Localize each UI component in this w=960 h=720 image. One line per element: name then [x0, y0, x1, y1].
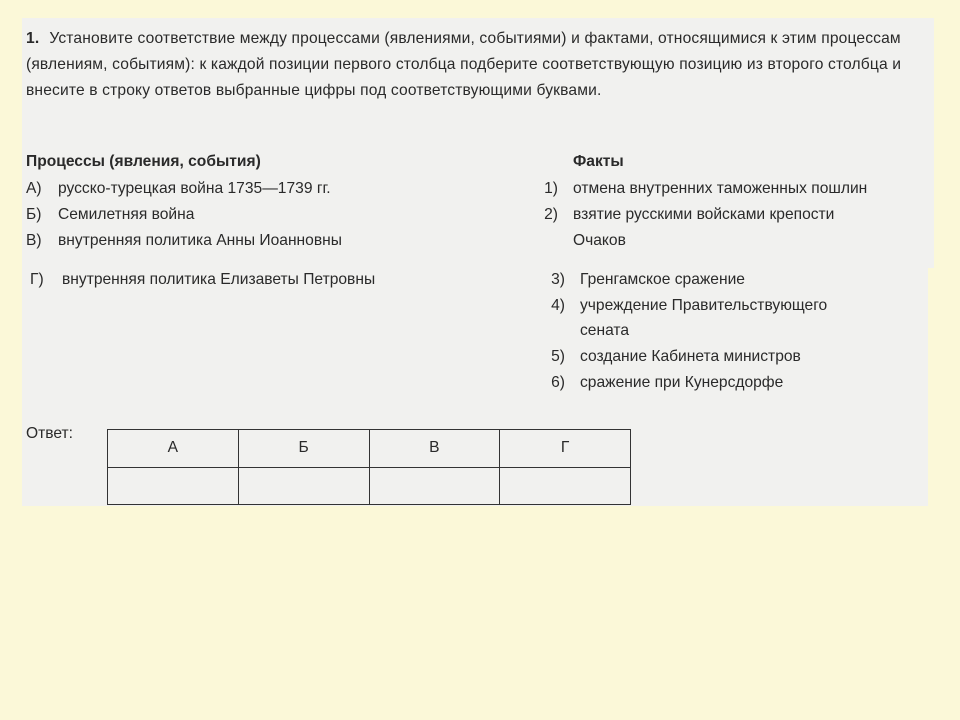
fact-text: Очаков	[573, 232, 626, 249]
processes-heading: Процессы (явления, события)	[26, 153, 261, 170]
process-marker: А)	[26, 180, 42, 197]
question-number: 1.	[26, 30, 40, 47]
fact-text: учреждение Правительствующего	[580, 297, 828, 314]
answer-input-row	[108, 467, 631, 505]
answer-header-cell: В	[369, 430, 500, 468]
answer-cell-g[interactable]	[500, 467, 631, 505]
answer-label: Ответ:	[26, 425, 74, 442]
fact-marker: 1)	[544, 180, 558, 197]
fact-text: сражение при Кунерсдорфе	[580, 374, 784, 391]
answer-header-cell: Г	[500, 430, 631, 468]
fact-text: сената	[580, 322, 630, 339]
fact-text: Гренгамское сражение	[580, 271, 745, 288]
question-body: Установите соответствие между процессами (явлениями, событиями) и фактами, относящимися к этим процессам (явлениям, событиям): к каждой позиции первого столбца подберите соответствующую позицию из второго столбца и внесите в строку ответов выбранные цифры под соответствующими буквами.	[26, 30, 902, 99]
process-marker: Г)	[30, 271, 44, 288]
fact-text: отмена внутренних таможенных пошлин	[573, 180, 868, 197]
question-text	[26, 26, 931, 104]
process-item	[26, 180, 331, 198]
facts-heading: Факты	[573, 153, 624, 170]
process-text: Семилетняя война	[58, 206, 195, 223]
answer-cell-v[interactable]	[369, 467, 500, 505]
process-text: внутренняя политика Анны Иоанновны	[58, 232, 342, 249]
answer-cell-b[interactable]	[238, 467, 369, 505]
answer-header-row	[108, 430, 631, 468]
fact-marker: 6)	[551, 374, 565, 391]
fact-marker: 2)	[544, 206, 558, 223]
process-text: внутренняя политика Елизаветы Петровны	[62, 271, 376, 288]
answer-cell-a[interactable]	[108, 467, 239, 505]
fact-marker: 5)	[551, 348, 565, 365]
answer-header-cell: А	[108, 430, 239, 468]
process-text: русско-турецкая война 1735—1739 гг.	[58, 180, 331, 197]
process-marker: В)	[26, 232, 42, 249]
process-marker: Б)	[26, 206, 42, 223]
fact-text: взятие русскими войсками крепости	[573, 206, 835, 223]
process-item	[26, 206, 194, 224]
process-item	[30, 271, 375, 289]
fact-marker: 3)	[551, 271, 565, 288]
fact-text: создание Кабинета министров	[580, 348, 801, 365]
answer-table	[107, 429, 631, 505]
fact-marker: 4)	[551, 297, 565, 314]
process-item	[26, 232, 342, 250]
answer-header-cell: Б	[238, 430, 369, 468]
